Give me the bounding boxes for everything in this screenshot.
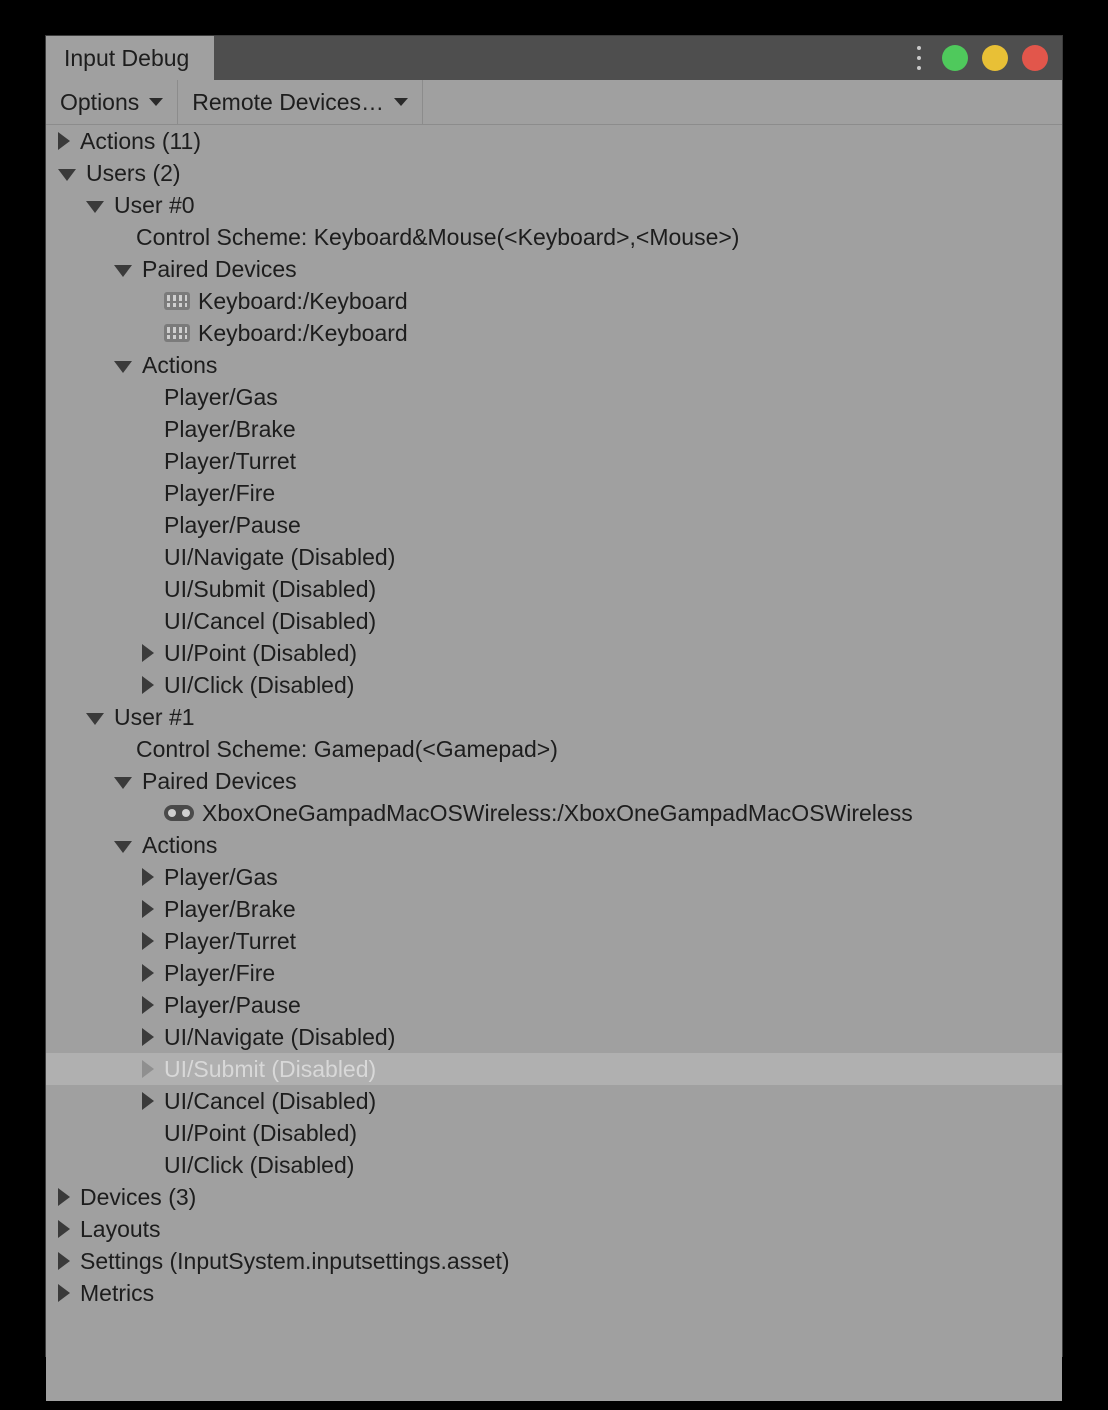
chevron-down-icon[interactable]: [114, 265, 132, 277]
tree-row-label: Settings (InputSystem.inputsettings.asset): [80, 1247, 510, 1274]
chevron-down-icon: [149, 98, 163, 106]
chevron-right-icon[interactable]: [142, 932, 154, 950]
remote-devices-menu-button[interactable]: [178, 80, 423, 124]
chevron-right-icon[interactable]: [58, 1188, 70, 1206]
tree-row-label: Keyboard:/Keyboard: [198, 287, 408, 314]
tree-row-label: UI/Navigate (Disabled): [164, 543, 396, 570]
chevron-right-icon[interactable]: [58, 132, 70, 150]
chevron-right-icon[interactable]: [58, 1284, 70, 1302]
tree-row-label: Player/Brake: [164, 415, 296, 442]
tree-row-label: Player/Turret: [164, 447, 297, 474]
tree-row-label: UI/Cancel (Disabled): [164, 1087, 377, 1114]
tree-row[interactable]: [46, 957, 1062, 989]
tree-row-label: Player/Turret: [164, 927, 297, 954]
tree-row[interactable]: [46, 829, 1062, 861]
tree-row-label: User #1: [114, 703, 195, 730]
tree-row[interactable]: [46, 637, 1062, 669]
window-controls: [916, 36, 1048, 80]
tree-row[interactable]: [46, 669, 1062, 701]
options-menu-button[interactable]: [46, 80, 178, 124]
tree-row[interactable]: [46, 381, 1062, 413]
tree-row-label: Devices (3): [80, 1183, 197, 1210]
tree-row[interactable]: [46, 989, 1062, 1021]
tree-row[interactable]: [46, 445, 1062, 477]
tree-row[interactable]: [46, 573, 1062, 605]
tree-row[interactable]: [46, 925, 1062, 957]
tree-row[interactable]: [46, 477, 1062, 509]
keyboard-icon: [164, 324, 190, 342]
tree-row-label: UI/Point (Disabled): [164, 1119, 358, 1146]
chevron-down-icon[interactable]: [114, 361, 132, 373]
tree-row[interactable]: [46, 1213, 1062, 1245]
more-options-icon[interactable]: [916, 46, 922, 70]
input-debug-window: [46, 36, 1062, 1356]
chevron-right-icon[interactable]: [142, 676, 154, 694]
tree-row-label: Player/Gas: [164, 383, 278, 410]
tab-label: Input Debug: [64, 44, 190, 71]
tree-row-label: XboxOneGampadMacOSWireless:/XboxOneGampadMacOSWireless: [202, 799, 913, 826]
tree-row-label: UI/Point (Disabled): [164, 639, 358, 666]
tree-row[interactable]: [46, 509, 1062, 541]
status-bar: [46, 1356, 1062, 1401]
tree-row-label: Player/Brake: [164, 895, 296, 922]
remote-devices-menu-label: Remote Devices…: [192, 88, 384, 115]
tree-row[interactable]: [46, 285, 1062, 317]
tree-row[interactable]: [46, 1277, 1062, 1309]
chevron-right-icon[interactable]: [142, 996, 154, 1014]
tree-row-label: Actions: [142, 351, 218, 378]
tree-row-label: Player/Fire: [164, 479, 276, 506]
tree-row-label: UI/Click (Disabled): [164, 1151, 355, 1178]
tree-row[interactable]: [46, 221, 1062, 253]
chevron-right-icon[interactable]: [58, 1220, 70, 1238]
chevron-down-icon[interactable]: [58, 169, 76, 181]
tree-row-label: User #0: [114, 191, 195, 218]
chevron-right-icon[interactable]: [142, 900, 154, 918]
tree-row-label: Layouts: [80, 1215, 161, 1242]
tree-row-label: UI/Submit (Disabled): [164, 575, 377, 602]
chevron-down-icon[interactable]: [86, 201, 104, 213]
tree-row[interactable]: [46, 701, 1062, 733]
tree-row[interactable]: [46, 157, 1062, 189]
chevron-right-icon[interactable]: [142, 1060, 154, 1078]
tree-row[interactable]: [46, 797, 1062, 829]
chevron-right-icon[interactable]: [142, 1092, 154, 1110]
tree-row[interactable]: [46, 1085, 1062, 1117]
tree-row-label: UI/Cancel (Disabled): [164, 607, 377, 634]
chevron-right-icon[interactable]: [142, 868, 154, 886]
tree-row[interactable]: [46, 189, 1062, 221]
chevron-right-icon[interactable]: [142, 964, 154, 982]
options-menu-label: Options: [60, 88, 140, 115]
tree-row-label: UI/Submit (Disabled): [164, 1055, 377, 1082]
tree-row-label: Paired Devices: [142, 767, 297, 794]
tree-row-label: Player/Gas: [164, 863, 278, 890]
tree-row[interactable]: [46, 1117, 1062, 1149]
maximize-button[interactable]: [942, 45, 968, 71]
tree-row[interactable]: [46, 733, 1062, 765]
tree-row[interactable]: [46, 541, 1062, 573]
tree-row-label: Control Scheme: Gamepad(<Gamepad>): [136, 735, 558, 762]
tree-row-label: UI/Navigate (Disabled): [164, 1023, 396, 1050]
tree-row[interactable]: [46, 125, 1062, 157]
debug-tree[interactable]: [46, 125, 1062, 1356]
chevron-down-icon[interactable]: [114, 777, 132, 789]
gamepad-icon: [164, 805, 194, 821]
tree-row-label: Paired Devices: [142, 255, 297, 282]
tree-row-label: Keyboard:/Keyboard: [198, 319, 408, 346]
tree-row[interactable]: [46, 1149, 1062, 1181]
tree-row[interactable]: [46, 605, 1062, 637]
tree-row-label: Control Scheme: Keyboard&Mouse(<Keyboard>,<Mouse>): [136, 223, 740, 250]
tree-row[interactable]: [46, 765, 1062, 797]
tree-row[interactable]: [46, 1053, 1062, 1085]
tree-row[interactable]: [46, 413, 1062, 445]
tree-row-label: Player/Pause: [164, 511, 301, 538]
tree-row[interactable]: [46, 317, 1062, 349]
tree-row[interactable]: [46, 349, 1062, 381]
chevron-down-icon[interactable]: [86, 713, 104, 725]
chevron-right-icon[interactable]: [58, 1252, 70, 1270]
tab-input-debug[interactable]: [46, 36, 214, 80]
tree-row-label: UI/Click (Disabled): [164, 671, 355, 698]
tree-row-label: Actions: [142, 831, 218, 858]
tree-row-label: Users (2): [86, 159, 181, 186]
keyboard-icon: [164, 292, 190, 310]
tree-row[interactable]: [46, 253, 1062, 285]
chevron-right-icon[interactable]: [142, 1028, 154, 1046]
tree-row-label: Player/Pause: [164, 991, 301, 1018]
chevron-down-icon: [394, 98, 408, 106]
tree-row[interactable]: [46, 1021, 1062, 1053]
tree-row[interactable]: [46, 893, 1062, 925]
close-button[interactable]: [1022, 45, 1048, 71]
tree-row-label: Actions (11): [80, 127, 202, 154]
toolbar: [46, 80, 1062, 125]
tree-row[interactable]: [46, 861, 1062, 893]
window-titlebar: [46, 36, 1062, 80]
minimize-button[interactable]: [982, 45, 1008, 71]
tree-row-label: Metrics: [80, 1279, 155, 1306]
chevron-right-icon[interactable]: [142, 644, 154, 662]
tree-row[interactable]: [46, 1245, 1062, 1277]
tree-row-label: Player/Fire: [164, 959, 276, 986]
chevron-down-icon[interactable]: [114, 841, 132, 853]
tree-row[interactable]: [46, 1181, 1062, 1213]
